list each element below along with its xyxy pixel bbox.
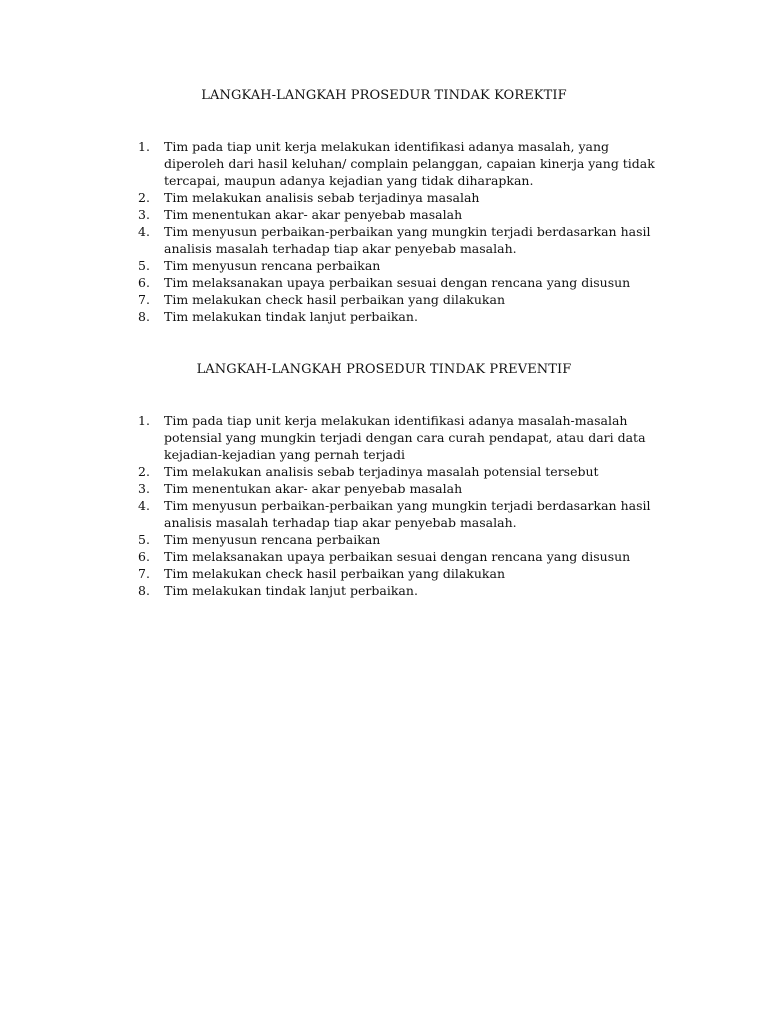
- item-number: 3.: [138, 207, 150, 222]
- list-item: [138, 257, 658, 274]
- list-item: [138, 480, 658, 497]
- item-number: 1.: [138, 413, 150, 428]
- item-number: 2.: [138, 464, 150, 479]
- list-item: [138, 138, 658, 189]
- item-text: Tim menentukan akar- akar penyebab masalah: [164, 207, 463, 222]
- item-text: Tim menyusun rencana perbaikan: [164, 532, 381, 547]
- section-heading-korektif: LANGKAH-LANGKAH PROSEDUR TINDAK KOREKTIF: [201, 88, 567, 103]
- list-item: [138, 206, 658, 223]
- item-number: 6.: [138, 275, 150, 290]
- item-number: 7.: [138, 292, 150, 307]
- item-number: 4.: [138, 224, 150, 239]
- list-item: [138, 531, 658, 548]
- list-item: [138, 497, 658, 531]
- list-item: [138, 463, 658, 480]
- list-item: [138, 412, 658, 463]
- item-text: Tim menyusun rencana perbaikan: [164, 258, 381, 273]
- item-text: Tim menyusun perbaikan-perbaikan yang mungkin terjadi berdasarkan hasil analisis masalah terhadap tiap akar penyebab masalah.: [164, 498, 651, 530]
- item-text: Tim menentukan akar- akar penyebab masalah: [164, 481, 463, 496]
- item-number: 7.: [138, 566, 150, 581]
- list-item: [138, 291, 658, 308]
- item-text: Tim melakukan tindak lanjut perbaikan.: [164, 583, 418, 598]
- item-number: 3.: [138, 481, 150, 496]
- item-text: Tim melaksanakan upaya perbaikan sesuai dengan rencana yang disusun: [164, 549, 631, 564]
- item-number: 6.: [138, 549, 150, 564]
- item-text: Tim melakukan analisis sebab terjadinya masalah potensial tersebut: [164, 464, 599, 479]
- item-number: 5.: [138, 258, 150, 273]
- item-text: Tim melakukan check hasil perbaikan yang dilakukan: [164, 292, 505, 307]
- item-number: 5.: [138, 532, 150, 547]
- preventif-steps-list: [138, 412, 658, 599]
- item-text: Tim pada tiap unit kerja melakukan identifikasi adanya masalah, yang diperoleh dari hasil keluhan/ complain pelanggan, capaian kinerja yang tidak tercapai, maupun adanya kejadian yang tidak diharapkan.: [164, 139, 655, 188]
- item-number: 2.: [138, 190, 150, 205]
- item-number: 8.: [138, 583, 150, 598]
- item-text: Tim melakukan analisis sebab terjadinya masalah: [164, 190, 480, 205]
- korektif-steps-list: [138, 138, 658, 325]
- item-number: 4.: [138, 498, 150, 513]
- list-item: [138, 548, 658, 565]
- item-number: 1.: [138, 139, 150, 154]
- list-item: [138, 223, 658, 257]
- item-text: Tim melakukan check hasil perbaikan yang dilakukan: [164, 566, 505, 581]
- list-item: [138, 565, 658, 582]
- item-text: Tim menyusun perbaikan-perbaikan yang mungkin terjadi berdasarkan hasil analisis masalah terhadap tiap akar penyebab masalah.: [164, 224, 651, 256]
- item-number: 8.: [138, 309, 150, 324]
- item-text: Tim melaksanakan upaya perbaikan sesuai dengan rencana yang disusun: [164, 275, 631, 290]
- item-text: Tim pada tiap unit kerja melakukan identifikasi adanya masalah-masalah potensial yang mungkin terjadi dengan cara curah pendapat, atau dari data kejadian-kejadian yang pernah terjadi: [164, 413, 646, 462]
- section-heading-preventif: LANGKAH-LANGKAH PROSEDUR TINDAK PREVENTIF: [196, 362, 572, 377]
- list-item: [138, 189, 658, 206]
- list-item: [138, 274, 658, 291]
- item-text: Tim melakukan tindak lanjut perbaikan.: [164, 309, 418, 324]
- list-item: [138, 308, 658, 325]
- list-item: [138, 582, 658, 599]
